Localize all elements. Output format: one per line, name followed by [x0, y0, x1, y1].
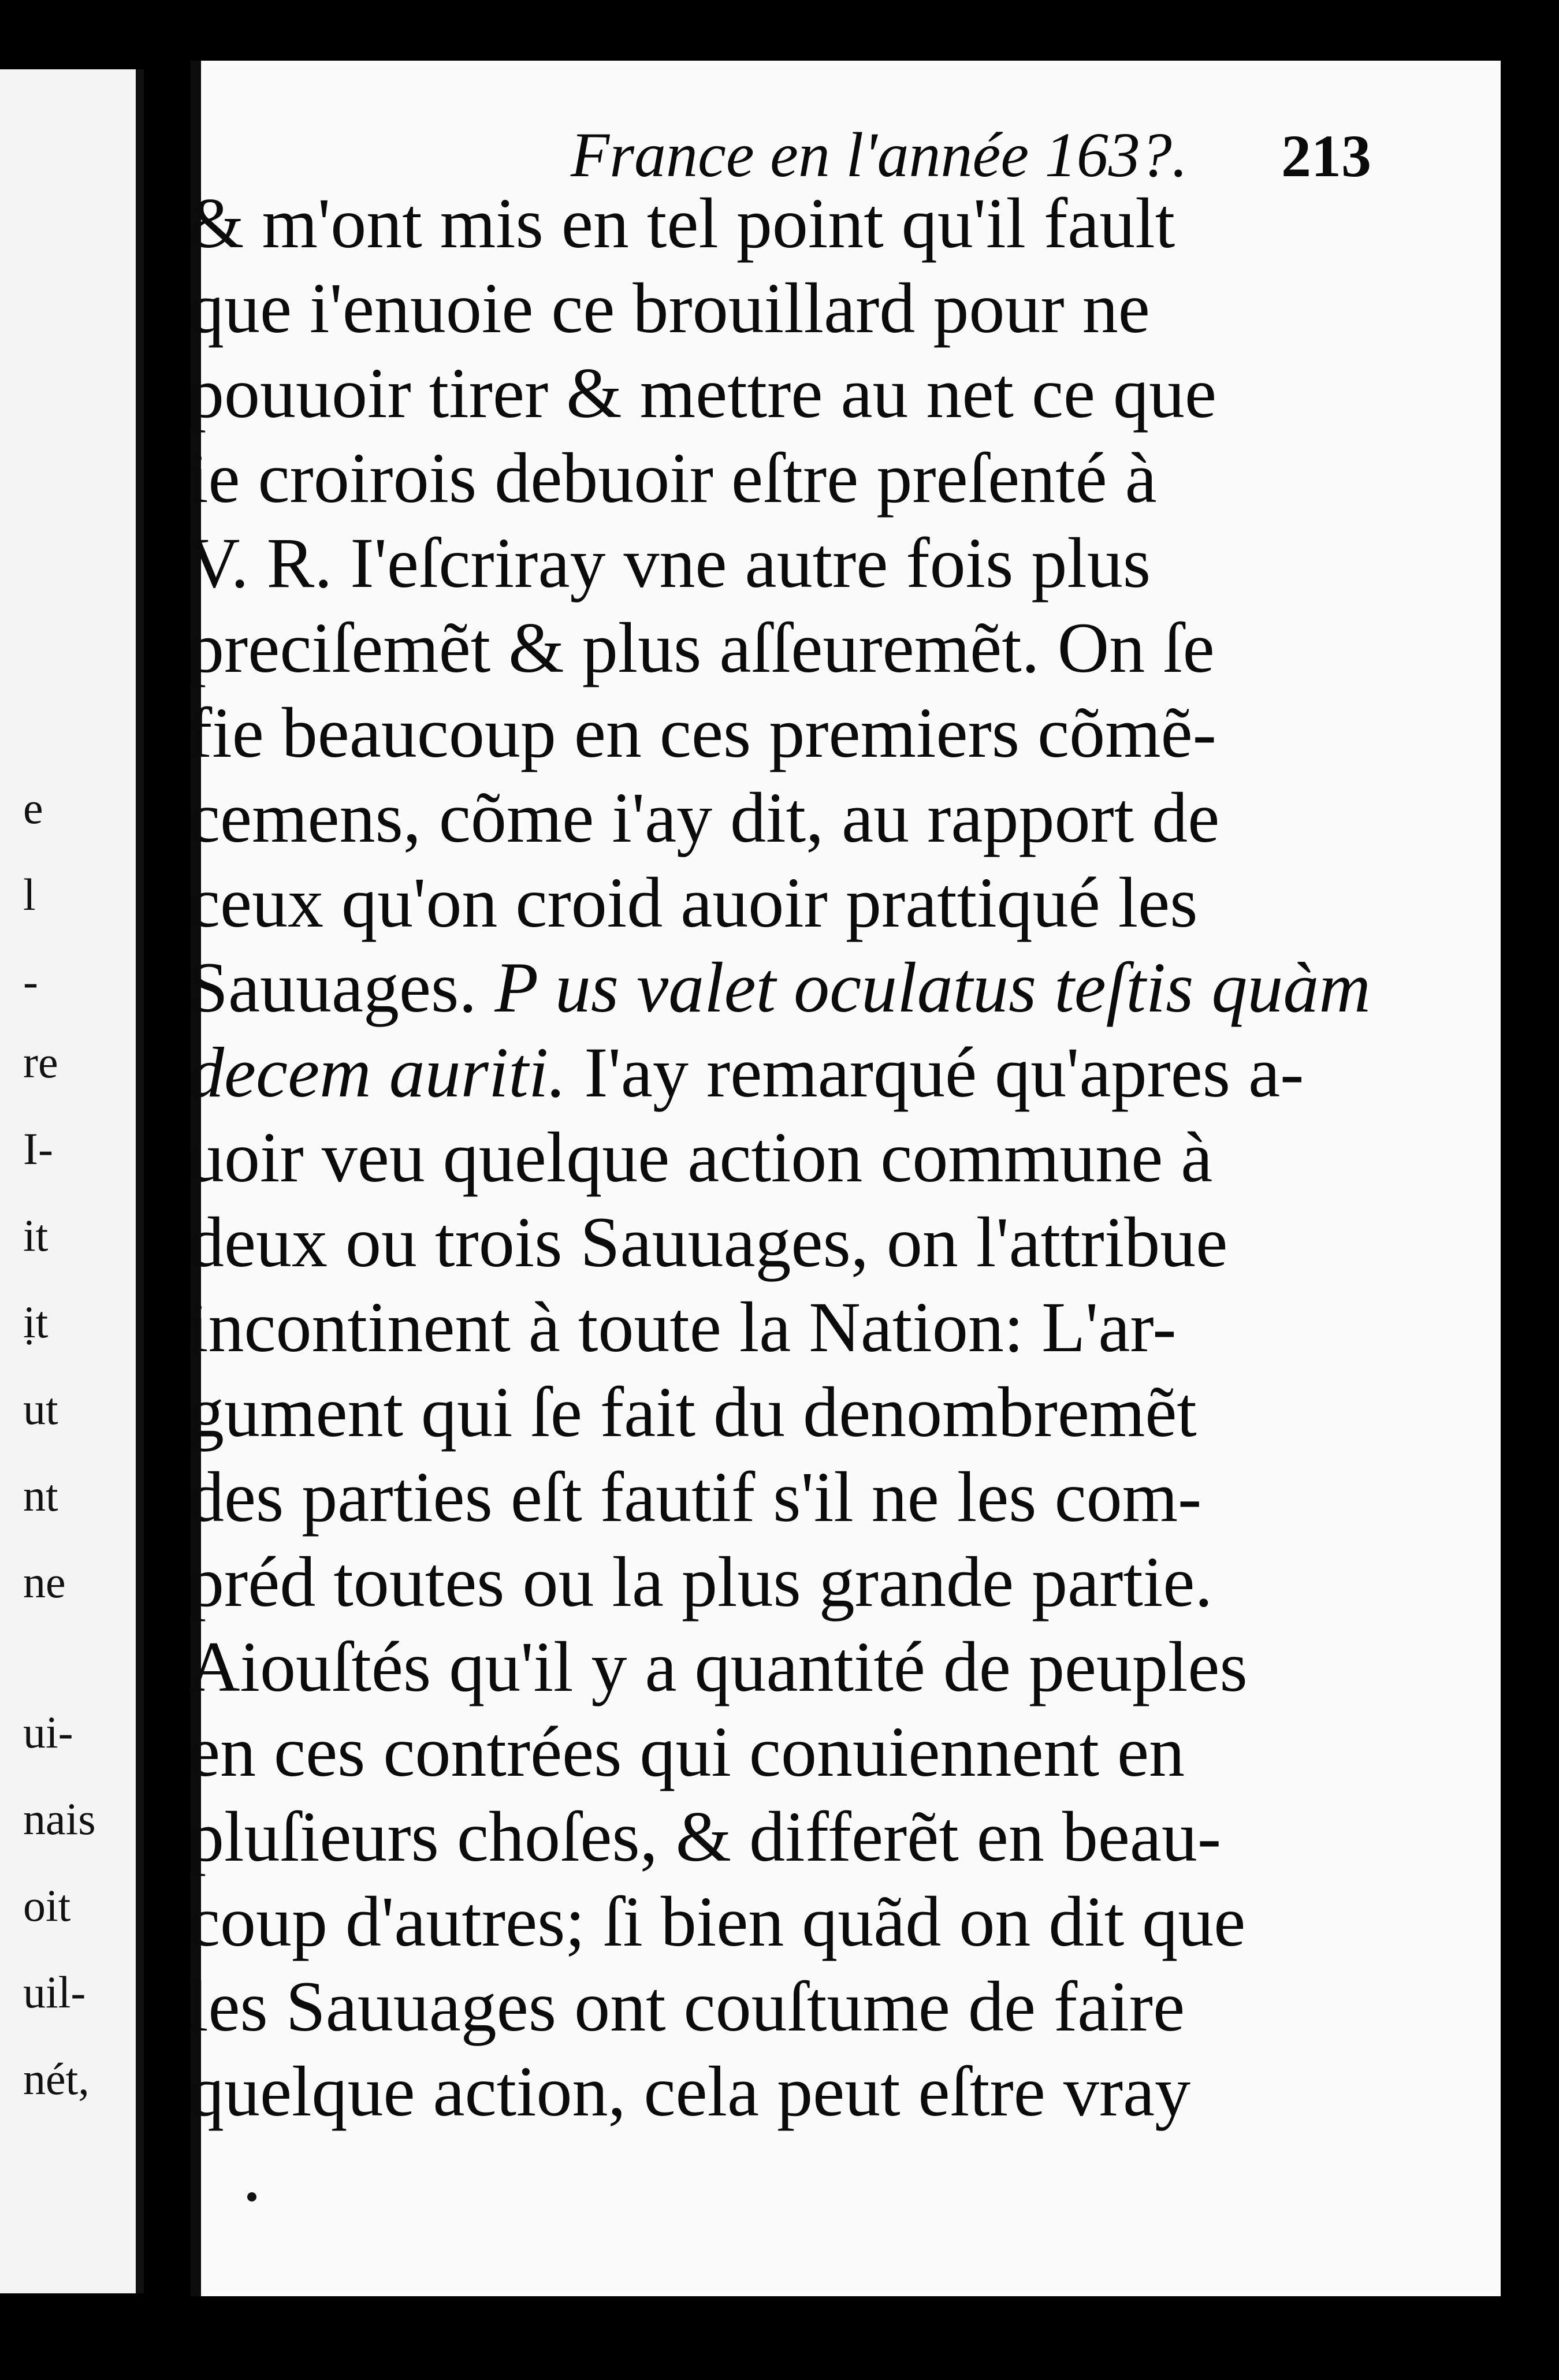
line-text: I'ay remarqué qu'apres a- [584, 1033, 1304, 1112]
line-text: Aiouſtés qu'il y a quantité de peuples [188, 1627, 1248, 1706]
facing-fragment: ịt [23, 1297, 49, 1347]
text-line [188, 1542, 1213, 1622]
line-text: des parties eſt fautif s'il ne les com- [188, 1457, 1202, 1537]
latin-quote-end: decem auriti. [188, 1033, 567, 1112]
facing-fragment: ne [23, 1557, 66, 1607]
book-page [188, 61, 1501, 2296]
facing-fragment: oit [23, 1880, 71, 1931]
line-text: pluſieurs choſes, & differẽt en beau- [188, 1797, 1222, 1876]
line-text: & m'ont mis en tel point qu'il fault [188, 184, 1175, 263]
facing-fragment: l [23, 869, 36, 920]
facing-fragment: nt [23, 1470, 58, 1520]
line-text: les Sauuages ont couſtume de faire [188, 1967, 1185, 2046]
text-line [188, 1627, 1248, 1706]
line-text: ceux qu'on croid auoir prattiqué les [188, 863, 1198, 942]
running-head [571, 107, 1437, 188]
line-text: uoir veu quelque action commune à [188, 1118, 1213, 1197]
text-line [188, 1712, 1185, 1791]
line-text: pouuoir tirer & mettre au net ce que [188, 354, 1217, 433]
text-line [188, 523, 1151, 603]
text-line [188, 1457, 1202, 1537]
line-text: preciſemẽt & plus aſſeuremẽt. On ſe [188, 608, 1215, 687]
text-line [188, 354, 1217, 433]
text-line [188, 2052, 1191, 2131]
facing-page-edge [0, 69, 144, 2293]
line-text: Sauuages. [188, 948, 477, 1027]
facing-fragment: re [23, 1037, 58, 1087]
page-number: 213 [1281, 123, 1371, 189]
text-line [188, 1882, 1246, 1961]
facing-fragment: ut [23, 1384, 58, 1434]
line-text: coup d'autres; ſi bien quãd on dit que [188, 1882, 1246, 1961]
text-line [188, 1967, 1185, 2046]
line-text: quelque action, cela peut eſtre vray [188, 2052, 1191, 2131]
line-text: en ces contrées qui conuiennent en [188, 1712, 1185, 1791]
text-line [188, 1118, 1213, 1197]
facing-fragment: it [23, 1210, 49, 1260]
line-text: deux ou trois Sauuages, on l'attribue [188, 1203, 1228, 1282]
line-text: V. R. I'eſcriray vne autre fois plus [188, 523, 1151, 603]
facing-fragment: e [23, 783, 43, 833]
text-line [188, 438, 1157, 518]
text-line [188, 184, 1175, 263]
line-text: cemens, cõme i'ay dit, au rapport de [188, 778, 1220, 857]
running-title: France en l'année 163?. [571, 120, 1188, 190]
line-text: préd toutes ou la plus grande partie. [188, 1542, 1213, 1622]
line-text: fie beaucoup en ces premiers cõmẽ- [188, 693, 1216, 772]
text-line [188, 269, 1150, 348]
facing-fragment: ui- [23, 1707, 73, 1757]
text-line [188, 948, 1371, 1027]
facing-fragment: - [23, 956, 38, 1006]
line-text: incontinent à toute la Nation: L'ar- [188, 1288, 1177, 1367]
text-line [188, 1033, 1304, 1112]
text-line [188, 1288, 1177, 1367]
text-line [188, 863, 1198, 942]
line-text: gument qui ſe fait du denombremẽt [188, 1373, 1197, 1452]
text-line [188, 693, 1216, 772]
line-text: que i'enuoie ce brouillard pour ne [188, 269, 1150, 348]
text-line [188, 778, 1220, 857]
text-line [188, 1373, 1197, 1452]
facing-fragment: nais [23, 1794, 96, 1844]
ink-speck [247, 2192, 256, 2202]
text-line [188, 1203, 1228, 1282]
text-line [188, 608, 1215, 687]
facing-fragment: nét, [23, 2054, 90, 2104]
latin-quote: P us valet oculatus teſtis quàm [494, 948, 1371, 1027]
line-text: ie croirois debuoir eſtre preſenté à [188, 438, 1157, 518]
text-line [188, 1797, 1222, 1876]
facing-fragment: uil- [23, 1967, 86, 2017]
facing-fragment: I- [23, 1124, 53, 1174]
